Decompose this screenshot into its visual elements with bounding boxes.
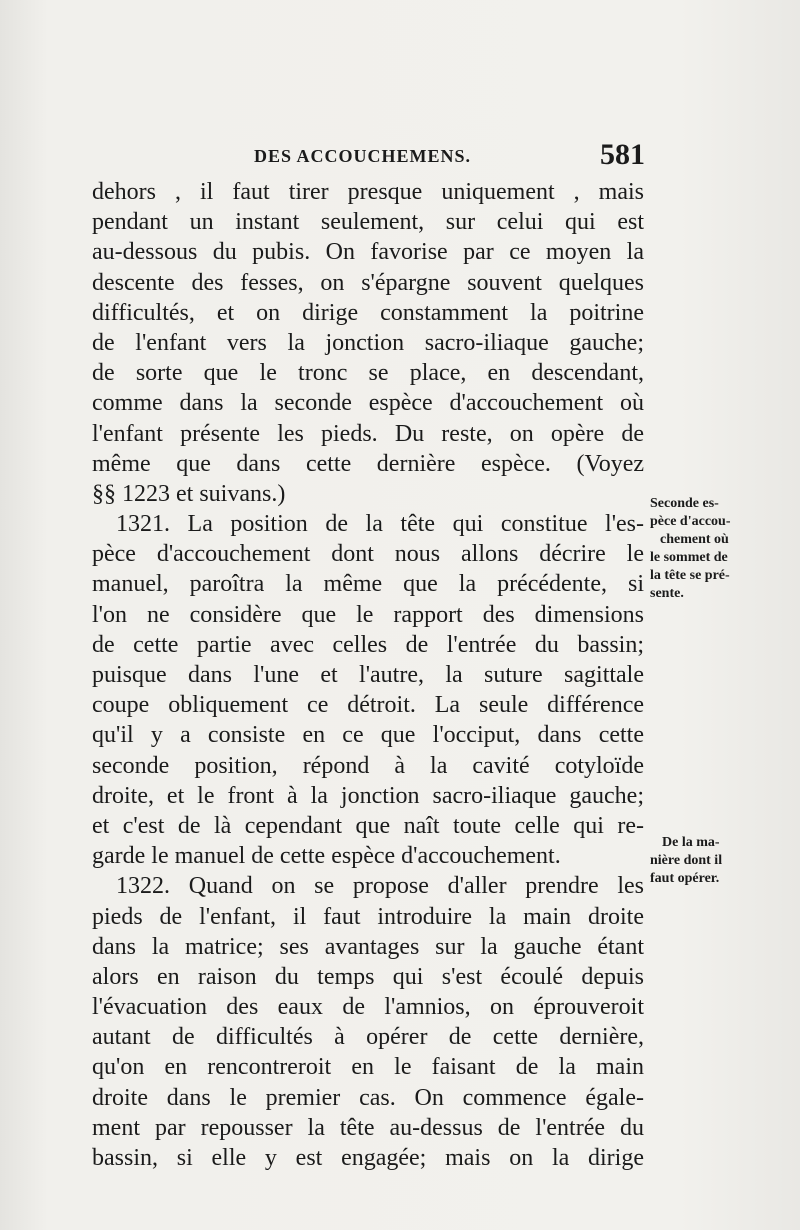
margin-note-line: Seconde es- — [650, 496, 719, 511]
margin-note-line: pèce d'accou- — [650, 514, 731, 529]
text-line: l'enfant présente les pieds. Du reste, on opère de — [92, 420, 644, 447]
margin-note-line: chement où — [660, 532, 729, 547]
text-line: l'évacuation des eaux de l'amnios, on éprouveroit — [92, 994, 644, 1021]
text-line: pieds de l'enfant, il faut introduire la main droite — [92, 903, 644, 930]
text-line: seconde position, répond à la cavité cotyloïde — [92, 752, 644, 779]
text-line: de sorte que le tronc se place, en descendant, — [92, 360, 644, 387]
text-line: manuel, paroîtra la même que la précédente, si — [92, 571, 644, 598]
running-header: DES ACCOUCHEMENS. — [254, 146, 472, 166]
text-line: comme dans la seconde espèce d'accouchement où — [92, 390, 644, 417]
text-line: coupe obliquement ce détroit. La seule différence — [92, 692, 644, 719]
margin-note-line: faut opérer. — [650, 871, 720, 886]
text-line: autant de difficultés à opérer de cette dernière, — [92, 1024, 644, 1051]
text-line: difficultés, et on dirige constamment la poitrine — [92, 299, 644, 326]
text-line: dehors , il faut tirer presque uniquement , mais — [92, 179, 644, 205]
text-line: droite, et le front à la jonction sacro-iliaque gauche; — [92, 782, 644, 809]
margin-note-line: nière dont il — [650, 853, 723, 868]
text-line: et c'est de là cependant que naît toute celle qui re- — [92, 812, 644, 839]
text-line: descente des fesses, on s'épargne souvent quelques — [92, 269, 644, 296]
margin-note-line: sente. — [650, 586, 684, 601]
margin-note-line: le sommet de — [650, 550, 728, 565]
margin-note-seconde-espece — [650, 495, 762, 603]
text-line: qu'on en rencontreroit en le faisant de la main — [92, 1054, 644, 1081]
text-line: de l'enfant vers la jonction sacro-iliaque gauche; — [92, 329, 644, 356]
text-line: de cette partie avec celles de l'entrée du bassin; — [92, 631, 644, 658]
page-number: 581 — [600, 138, 645, 171]
paragraph-start-1321: 1321. La position de la tête qui constitue l'es- — [116, 511, 644, 538]
text-line: alors en raison du temps qui s'est écoulé depuis — [92, 963, 644, 990]
text-line: ment par repousser la tête au-dessus de l'entrée du — [92, 1114, 644, 1141]
text-line: qu'il y a consiste en ce que l'occiput, dans cette — [92, 722, 644, 749]
margin-note-maniere-operer — [650, 834, 774, 888]
body-text — [92, 177, 644, 1173]
margin-note-line: la tête se pré- — [650, 568, 730, 583]
text-line: même que dans cette dernière espèce. (Voyez — [92, 450, 644, 477]
text-line: pèce d'accouchement dont nous allons décrire le — [92, 541, 644, 568]
text-line: pendant un instant seulement, sur celui qui est — [92, 209, 644, 236]
paragraph-start-1322: 1322. Quand on se propose d'aller prendre les — [116, 873, 644, 900]
text-line: §§ 1223 et suivans.) — [92, 480, 286, 507]
text-line: garde le manuel de cette espèce d'accouchement. — [92, 843, 561, 870]
text-line: dans la matrice; ses avantages sur la gauche étant — [92, 933, 644, 960]
margin-note-line: De la ma- — [662, 835, 720, 850]
text-line: droite dans le premier cas. On commence égale- — [92, 1084, 644, 1111]
text-line: puisque dans l'une et l'autre, la suture sagittale — [92, 662, 644, 688]
text-line: l'on ne considère que le rapport des dimensions — [92, 601, 644, 628]
text-line: au-dessous du pubis. On favorise par ce moyen la — [92, 239, 644, 266]
text-line: bassin, si elle y est engagée; mais on la dirige — [92, 1145, 644, 1171]
